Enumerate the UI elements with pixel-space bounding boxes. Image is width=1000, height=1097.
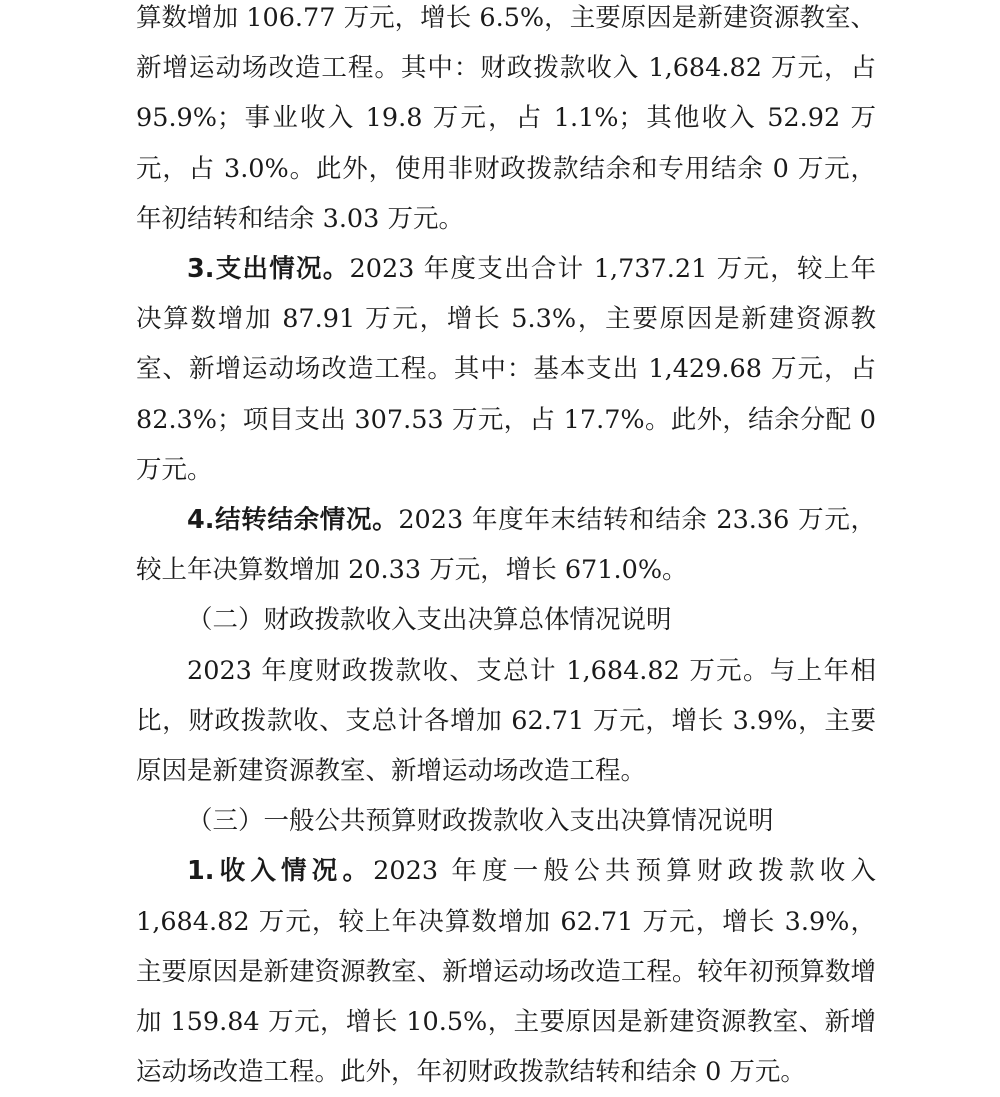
paragraph-text: 2023 年度年末结转和结余 23.36 万元，较上年决算数增加 20.33 万元，增长 671.0%。 [136,505,876,586]
paragraph-text: 算数增加 106.77 万元，增长 6.5%，主要原因是新建资源教室、新增运动场改造工程。其中：财政拨款收入 1,684.82 万元，占 95.9%；事业收入 19.8 万元，占 1.1%；其他收入 52.92 万元，占 3.0%。此外，使用非财政拨款结余和专用结余 0 万元，年初结转和结余 3.03 万元。 [136,3,876,234]
paragraph-text: 2023 年度一般公共预算财政拨款收入 1,684.82 万元，较上年决算数增加 62.71 万元，增长 3.9%，主要原因是新建资源教室、新增运动场改造工程。较年初预算数增加 159.84 万元，增长 10.5%，主要原因是新建资源教室、新增运动场改造工程。此外，年初财政拨款结转和结余 0 万元。 [136,856,876,1088]
paragraph-expenditure [136,244,876,495]
heading-text: （三）一般公共预算财政拨款收入支出决算情况说明 [187,806,774,837]
paragraph-fiscal-overall [136,646,876,797]
paragraph-text: 2023 年度财政拨款收、支总计 1,684.82 万元。与上年相比，财政拨款收、支总计各增加 62.71 万元，增长 3.9%，主要原因是新建资源教室、新增运动场改造工程。 [136,655,876,787]
paragraph-text: 2023 年度支出合计 1,737.21 万元，较上年决算数增加 87.91 万元，增长 5.3%，主要原因是新建资源教室、新增运动场改造工程。其中：基本支出 1,429.68 万元，占 82.3%；项目支出 307.53 万元，占 17.7%。此外，结余分配 0 万元。 [136,254,876,485]
paragraph-lead-title: 3.支出情况。 [187,254,350,285]
heading-text: （二）财政拨款收入支出决算总体情况说明 [187,605,672,636]
paragraph-income-continued [136,0,876,244]
paragraph-lead-title: 4.结转结余情况。 [187,505,399,536]
section-heading-general-budget [136,796,876,846]
paragraph-lead-title: 1.收入情况。 [187,856,374,887]
document-body [136,0,876,1097]
paragraph-carryover [136,495,876,595]
paragraph-general-budget-income [136,846,876,1097]
section-heading-fiscal-overall [136,595,876,645]
